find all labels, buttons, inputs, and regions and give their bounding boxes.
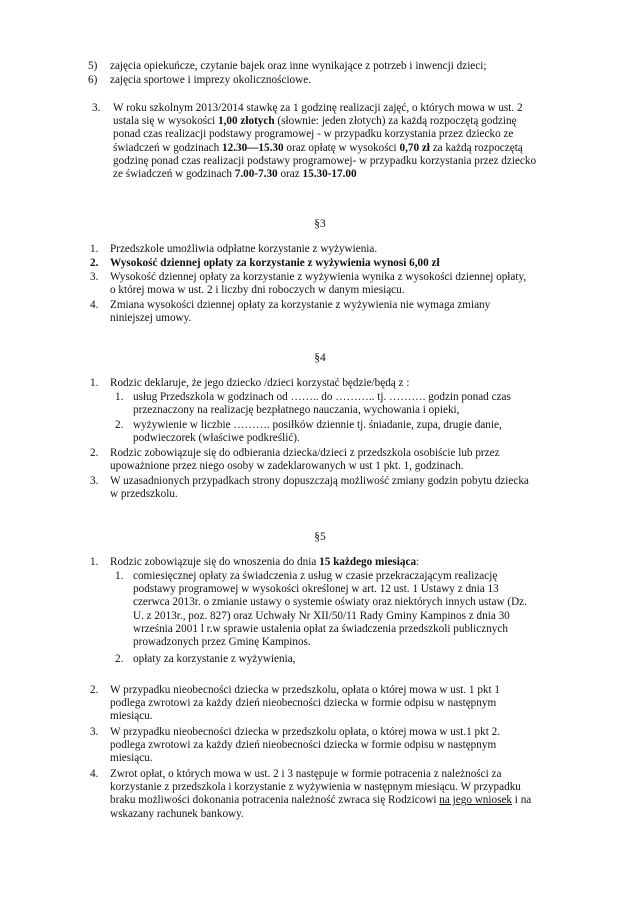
sub-list-item: opłaty za korzystanie z wyżywienia,: [133, 653, 296, 665]
list-item: zajęcia opiekuńcze, czytanie bajek oraz inne wynikające z potrzeb i inwencji dzieci;: [110, 60, 487, 72]
item-number: 2.: [90, 447, 99, 459]
list-item: Przedszkole umożliwia odpłatne korzystanie z wyżywienia.: [110, 243, 378, 255]
item-number: 1.: [90, 243, 99, 255]
list-item: Zmiana wysokości dziennej opłaty za korzystanie z wyżywienia nie wymaga zmiany niniejszej umowy.: [110, 299, 491, 325]
list-number: 6): [88, 74, 98, 86]
item-number: 4.: [90, 299, 99, 311]
list-item: Rodzic zobowiązuje się do wnoszenia do dnia 15 każdego miesiąca:: [110, 556, 420, 568]
item-number: 4.: [90, 768, 99, 780]
list-item: Rodzic zobowiązuje się do odbierania dziecka/dzieci z przedszkola osobiście lub przez upoważnione przez niego osoby w zadeklarowanych w ust 1 pkt. 1, godzinach.: [110, 447, 500, 473]
list-item: zajęcia sportowe i imprezy okolicznościowe.: [110, 74, 311, 86]
item-number: 3.: [90, 475, 99, 487]
list-item: W przypadku nieobecności dziecka w przedszkolu opłata, o której mowa w ust.1 pkt 2. podlega zwrotowi za każdy dzień nieobecności dziecka w formie odpisu w następnym miesiącu.: [110, 726, 500, 765]
item-number: 3.: [90, 271, 99, 283]
sub-list-item: wyżywienie w liczbie ………. posiłków dziennie tj. śniadanie, zupa, drugie danie, podwieczorek (właściwe podkreślić).: [133, 419, 502, 445]
section-title-5: §5: [314, 531, 326, 543]
item-number: 3.: [90, 726, 99, 738]
list-item: Zwrot opłat, o których mowa w ust. 2 i 3 następuje w formie potracenia z należności za korzystanie z przedszkola i korzystanie z wyżywienia w następnym miesiącu. W przypadku braku możliwości dokonania potracenia należność zwraca się Rodzicowi na jego wniosek i na wskazany rachunek bankowy.: [110, 768, 532, 820]
item-number: 1.: [90, 556, 99, 568]
item-number: 2.: [90, 684, 99, 696]
item-number: 3.: [92, 102, 101, 114]
paragraph-rate: W roku szkolnym 2013/2014 stawkę za 1 godzinę realizacji zajęć, o których mowa w ust. 2 ustala się w wysokości 1,00 złotych (słownie: jeden złotych) za każdą rozpoczętą godzinę ponad czas realizacji podstawy programowej - w przypadku korzystania przez dziecko ze świadczeń w godzinach 12.30—15.30 oraz opłatę w wysokości 0,70 zł za każdą rozpoczętą godzinę ponad czas realizacji podstawy programowej- w przypadku korzystania przez dziecko ze świadczeń w godzinach 7.00-7.30 oraz 15.30-17.00: [113, 102, 537, 181]
sub-item-number: 2.: [115, 419, 124, 431]
section-title-4: §4: [314, 352, 326, 364]
list-number: 5): [88, 60, 98, 72]
sub-list-item: comiesięcznej opłaty za świadczenia z usług w czasie przekraczającym realizację podstawy programowej w wysokości określonej w art. 12 ust. 1 Ustawy z dnia 13 czerwca 2013r. o zmianie ustawy o systemie oświaty oraz niektórych innych ustaw (Dz. U. z 2013r., poz. 827) oraz Uchwały Nr XII/50/11 Rady Gminy Kampinos z dnia 30 września 2001 l r.w sprawie ustalenia opłat za świadczenia przedszkoli publicznych prowadzonych przez Gminę Kampinos.: [133, 570, 527, 649]
list-item: Rodzic deklaruje, że jego dziecko /dzieci korzystać będzie/będą z :: [110, 377, 410, 389]
list-item: Wysokość dziennej opłaty za korzystanie z wyżywienia wynika z wysokości dziennej opłaty, o której mowa w ust. 2 i liczby dni roboczych w danym miesiącu.: [110, 271, 527, 297]
list-item: Wysokość dziennej opłaty za korzystanie z wyżywienia wynosi 6,00 zł: [110, 257, 440, 269]
section-title-3: §3: [314, 218, 326, 230]
sub-item-number: 2.: [115, 653, 124, 665]
list-item: W uzasadnionych przypadkach strony dopuszczają możliwość zmiany godzin pobytu dziecka w przedszkolu.: [110, 475, 529, 501]
item-number: 2.: [90, 257, 99, 269]
list-item: W przypadku nieobecności dziecka w przedszkolu, opłata o której mowa w ust. 1 pkt 1 podlega zwrotowi za każdy dzień nieobecności dziecka w formie odpisu w następnym miesiącu.: [110, 684, 500, 723]
item-number: 1.: [90, 377, 99, 389]
sub-item-number: 1.: [115, 391, 124, 403]
sub-item-number: 1.: [115, 570, 124, 582]
sub-list-item: usług Przedszkola w godzinach od …….. do ……….. tj. ………. godzin ponad czas przeznaczony na realizację bezpłatnego nauczania, wychowania i opieki,: [133, 391, 511, 417]
